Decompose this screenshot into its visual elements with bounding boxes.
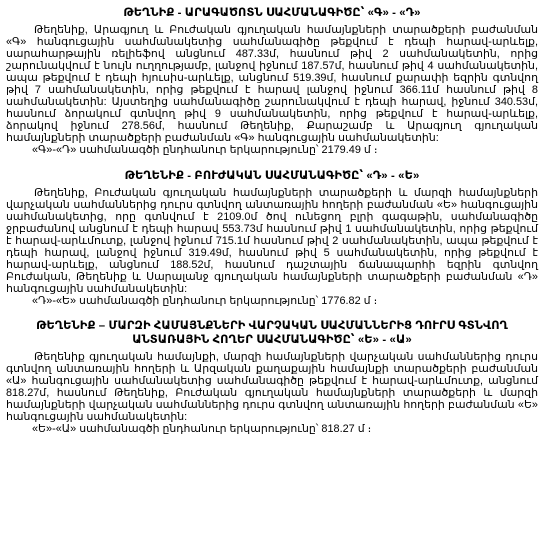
section-summary: «Ե»-«Ա» սահմանագծի ընդհանուր երկարությունը՝ 818.27 մ ։ xyxy=(32,423,372,436)
section-heading: ԹԵՂՆԻՔ - ԱՐԱԳԱԾՈՏՆ ՍԱՀՄԱՆԱԳԻԾԸ՝ «Գ» - «Դ» xyxy=(123,7,421,19)
section-body: Թեղենիք գյուղական համայնքի, մարզի համայնքների վարչական սահմաններից դուրս գտնվող անտառային հողերի և Արզական քաղաքային համայնքի տարածքերի բաժանման «Ա» հանգուցային սահմանակետից սահմանագիծը թեքվում է հարավ-արևմուտք, անցնում 818.27մ, հասնում Թեղենիք, Բուժական գյուղական համայնքների տարածքերի և մարզի համայնքների վարչական սահմաններից դուրս գտնվող անտառային հողերի բաժանման «Ե» հանգուցային սահմանակետին: xyxy=(6,350,538,424)
section-e-a xyxy=(6,319,538,435)
section-summary: «Գ»-«Դ» սահմանագծի ընդհանուր երկարությունը՝ 2179.49 մ ։ xyxy=(32,144,378,157)
section-body: Թեղենիք, Բուժական գյուղական համայնքների տարածքերի և մարզի համայնքների վարչական սահմաններից դուրս գտնվող անտառային հողերի բաժանման «Ե» հանգուցային սահմանակետից, որը գտնվում է 2109.0մ ծով ունեցող բլրի գագաթին, սահմանագիծը ջրբաժանով անցնում է դեպի հարավ 553.73մ հասնում թիվ 1 սահմանակետին, որից թեքվում է հարավ-արևմուտք, լանջով իջնում 715.1մ հասնում թիվ 2 սահմանակետին, ապա թեքվում է դեպի հարավ, լանջով իջնում 319.49մ, հասնում թիվ 5 սահմանակետին, որից թեքվում է հարավ-արևելք, անցնում 188.52մ, հասնում դաշտային ճանապարհի եզրին գտնվող Բուժական, Թեղենիք և Սարալանջ գյուղական համայնքների տարածքերի բաժանման «Դ» հանգուցային սահմանակետին: xyxy=(6,186,538,295)
section-g-d xyxy=(6,6,538,157)
section-body: Թեղենիք, Արագյուղ և Բուժական գյուղական համայնքների տարածքերի բաժանման «Գ» հանգուցային սահմանակետից սահմանագիծը թեքվում է դեպի հարավ-արևելք, սարահարթային ռելիեֆով անցնում 487.33մ, հասնում թիվ 2 սահմանակետին, որից շարունակվում է նույն ուղղությամբ, լանջով իջնում 187.57մ, հասնում թիվ 4 սահմանակետին, ապա թեքվում է դեպի հյուսիս-արևելք, անցնում 519.39մ, հասնում քարափի եզրին գտնվող թիվ 7 սահմանակետին, որից թեքվում է հարավ լանջով իջնում 366.11մ հասնում թիվ 8 սահմանակետին: Այստեղից սահմանագիծը շարունակվում է դեպի հարավ, իջնում 340.53մ, հասնում ձորակում գտնվող թիվ 9 սահմանակետին, որից թեքվում է հարավ-արևելք, ձորակով իջնում 278.56մ, հասնում Թեղենիք, Քարաշամբ և Արագյուղ գյուղական համայնքների տարածքերի բաժանման «Գ» հանգուցային սահմանակետին: xyxy=(6,24,538,145)
section-d-e xyxy=(6,169,538,307)
section-heading: ԹԵՂԵՆԻՔ - ԲՈՒԺԱԿԱՆ ՍԱՀՄԱՆԱԳԻԾԸ՝ «Դ» - «Ե» xyxy=(124,169,420,182)
section-heading: ԹԵՂԵՆԻՔ – ՄԱՐԶԻ ՀԱՄԱՅՆՔՆԵՐԻ ՎԱՐՉԱԿԱՆ ՍԱՀՄԱՆՆԵՐԻՑ ԴՈՒՐՍ ԳՏՆՎՈՂ ԱՆՏԱՌԱՅԻՆ ՀՈՂԵՐ ՍԱՀՄԱՆԱԳԻԾԸ՝ «Ե» - «Ա» xyxy=(36,319,508,346)
section-summary: «Դ»-«Ե» սահմանագծի ընդհանուր երկարությունը՝ 1776.82 մ ։ xyxy=(32,294,378,307)
